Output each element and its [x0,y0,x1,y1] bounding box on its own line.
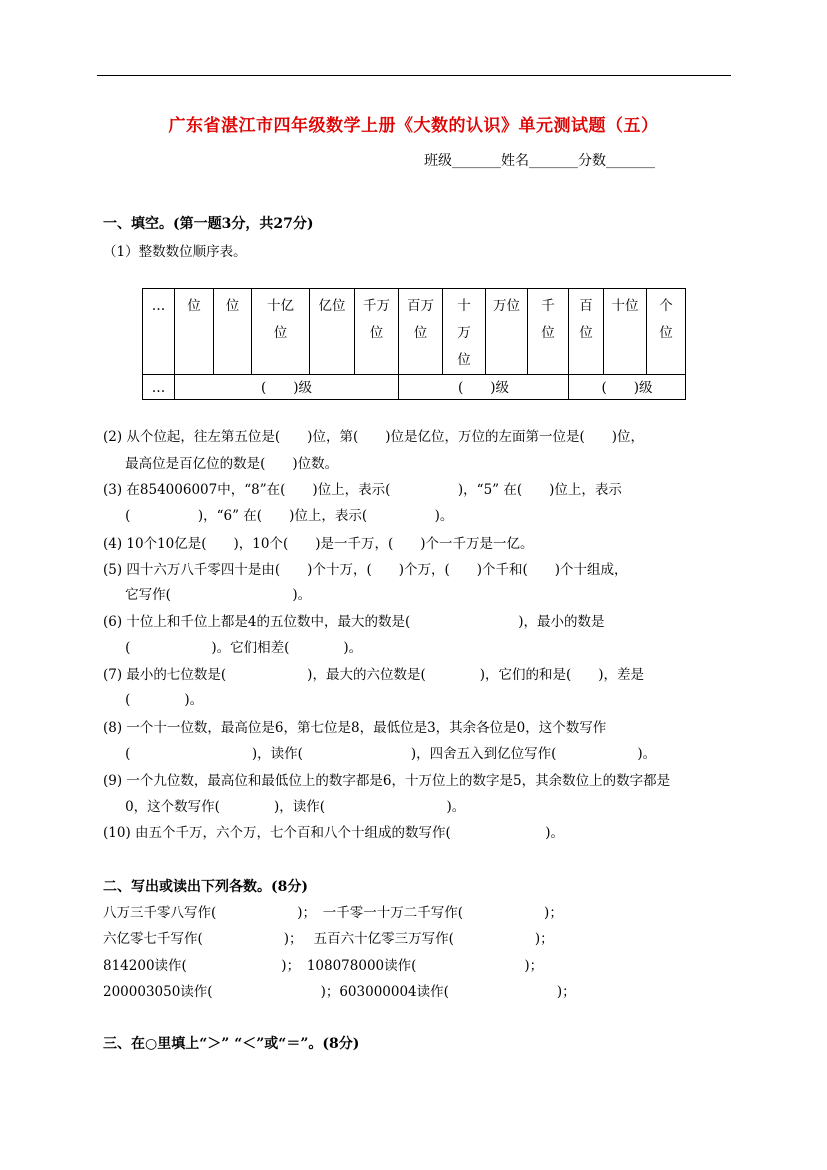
question-line: 814200读作( )； 108078000读作( )； [103,958,544,974]
cell-text: 百位 [579,298,593,341]
question-line: (9) 一个九位数，最高位和最低位上的数字都是6，十万位上的数字是5，其余数位上的数字都是 [103,773,671,789]
table-cell: 十位 [604,289,647,375]
section2-heading: 二、写出或读出下列各数。(8分) [103,879,308,895]
table-cell [528,289,569,375]
question-line: (8) 一个十一位数，最高位是6，第七位是8，最低位是3，其余各位是0，这个数写作 [103,720,607,736]
question-line: 它写作( )。 [103,587,312,603]
cell-text: 百万位 [407,298,434,341]
question-1-text: （1）整数数位顺序表。 [103,244,247,260]
question-line: 0，这个数写作( )，读作( )。 [103,799,466,815]
table-cell: 位 [214,289,252,375]
question-line: 八万三千零八写作( )； 一千零一十万二千写作( )； [103,905,563,921]
question-line: 六亿零七千写作( )； 五百六十亿零三万写作( )； [103,931,554,947]
question-line: (3) 在854006007中，“8”在( )位上，表示( )，“5” 在( )位上，表示 [103,482,622,498]
question-line: (6) 十位上和千位上都是4的五位数中，最大的数是( )，最小的数是 [103,614,605,630]
cell-text: 十万位 [457,298,471,368]
page-title: 广东省湛江市四年级数学上册《大数的认识》单元测试题（五） [168,116,659,136]
question-line: ( )。 [103,692,204,708]
table-cell: … [143,289,175,375]
question-line: 200003050读作( )；603000004读作( )； [103,984,576,1000]
question-line: (10) 由五个千万，六个万，七个百和八个十组成的数写作( )。 [103,825,565,841]
question-line: ( )，“6” 在( )位上，表示( )。 [103,508,454,524]
table-cell [252,289,310,375]
cell-text: 千位 [541,298,555,341]
table-cell [443,289,486,375]
table-cell [647,289,686,375]
question-line: (4) 10个10亿是( )，10个( )是一千万，( )个一千万是一亿。 [103,536,534,552]
question-line: (7) 最小的七位数是( )，最大的六位数是( )，它们的和是( )，差是 [103,667,645,683]
table-cell [355,289,399,375]
question-line: ( )。它们相差( )。 [103,640,363,656]
place-value-table [142,288,686,400]
table-cell [569,289,604,375]
cell-text: 十亿位 [267,298,294,341]
table-cell [399,289,443,375]
table-cell-class-blank: ( )级 [175,375,399,400]
cell-text: 千万位 [363,298,390,341]
student-info-line: 班级_______姓名_______分数_______ [424,153,655,169]
question-line: (2) 从个位起，往左第五位是( )位，第( )位是亿位，万位的左面第一位是( )位， [103,429,645,445]
table-cell-class-blank: ( )级 [399,375,569,400]
table-cell: 万位 [486,289,528,375]
question-line: (5) 四十六万八千零四十是由( )个十万，( )个万，( )个千和( )个十组成， [103,562,628,578]
cell-text: 个位 [659,298,673,341]
section3-heading: 三、在○里填上“＞” “＜”或“＝”。(8分) [103,1036,360,1052]
table-cell: 亿位 [310,289,355,375]
question-line: ( )，读作( )，四舍五入到亿位写作( )。 [103,746,657,762]
table-cell: … [143,375,175,400]
header-rule [97,75,731,76]
question-line: 最高位是百亿位的数是( )位数。 [103,456,339,472]
table-cell: 位 [175,289,214,375]
section1-heading: 一、填空。(第一题3分，共27分) [103,216,314,232]
table-cell-class-blank: ( )级 [569,375,686,400]
